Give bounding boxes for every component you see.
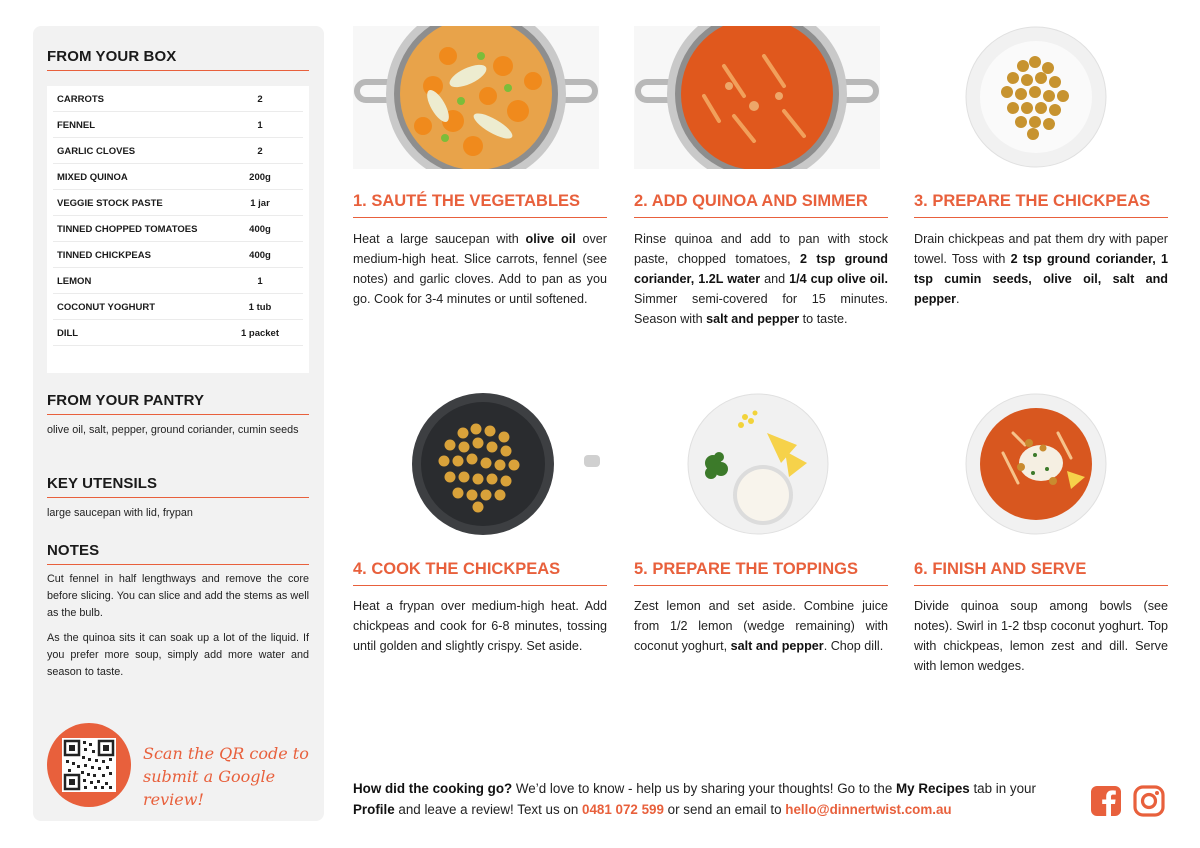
ingredients-sidebar bbox=[33, 26, 324, 821]
step-ingredient-emphasis: salt and pepper bbox=[730, 639, 824, 653]
ingredient-row bbox=[47, 86, 309, 112]
ingredient-qty: 1 jar bbox=[250, 197, 270, 209]
step-body bbox=[353, 229, 607, 309]
footer-emphasis: My Recipes bbox=[896, 781, 970, 796]
step-ingredient-emphasis: salt and pepper bbox=[706, 312, 800, 326]
ingredient-qty: 2 bbox=[257, 145, 263, 157]
ingredient-name: LEMON bbox=[57, 275, 92, 287]
ingredient-qty: 1 bbox=[257, 119, 263, 131]
qr-caption-line: Scan the QR code to bbox=[143, 744, 309, 763]
ingredient-row bbox=[47, 112, 309, 138]
notes-paragraph: As the quinoa sits it can soak up a lot of the liquid. If you prefer more soup, simply add more water and season to taste. bbox=[47, 632, 309, 678]
ingredient-name: TINNED CHOPPED TOMATOES bbox=[57, 223, 198, 235]
step-text: . bbox=[956, 292, 960, 306]
step-text: over medium-high heat. Slice carrots, fennel (see notes) and garlic cloves. Add to pan as you go. Cook for 3-4 minutes or until softened. bbox=[353, 232, 607, 306]
ingredient-row bbox=[47, 294, 309, 320]
ingredient-row bbox=[47, 138, 309, 164]
footer-contact-link[interactable]: 0481 072 599 bbox=[582, 802, 664, 817]
step-text: . Chop dill. bbox=[823, 639, 884, 653]
step-text: Heat a large saucepan with bbox=[353, 232, 526, 246]
quinoa-simmer-photo bbox=[634, 26, 880, 169]
step-text: Heat a frypan over medium-high heat. Add chickpeas and cook for 6-8 minutes, tossing until golden and slightly crispy. Set aside. bbox=[353, 599, 607, 653]
utensils-text: large saucepan with lid, frypan bbox=[47, 507, 193, 519]
ingredient-qty: 1 bbox=[257, 275, 263, 287]
ingredient-name: VEGGIE STOCK PASTE bbox=[57, 197, 163, 209]
ingredient-row bbox=[47, 242, 309, 268]
notes-heading: NOTES bbox=[47, 542, 309, 565]
ingredient-qty: 1 packet bbox=[240, 327, 280, 339]
ingredient-qty: 1 tub bbox=[248, 301, 272, 313]
step-title: 4. COOK THE CHICKPEAS bbox=[353, 560, 607, 586]
prepare-toppings-photo bbox=[685, 393, 831, 536]
ingredient-qty: 400g bbox=[249, 249, 271, 261]
qr-badge bbox=[47, 723, 131, 807]
step-body bbox=[353, 596, 607, 656]
from-your-box-heading: FROM YOUR BOX bbox=[47, 48, 309, 71]
footer-text: We’d love to know - help us by sharing your thoughts! Go to the bbox=[512, 781, 897, 796]
pantry-text: olive oil, salt, pepper, ground coriander, cumin seeds bbox=[47, 424, 299, 436]
ingredient-row bbox=[47, 268, 309, 294]
step-body bbox=[914, 596, 1168, 676]
footer-text: and leave a review! Text us on bbox=[394, 802, 583, 817]
notes-paragraph: Cut fennel in half lengthways and remove the core before slicing. You can slice and add the stems as well as the bulb. bbox=[47, 573, 309, 619]
step-text: Rinse quinoa and add to pan with stock paste, chopped tomatoes, bbox=[634, 232, 888, 266]
footer-emphasis: How did the cooking go? bbox=[353, 781, 513, 796]
ingredient-name: CARROTS bbox=[57, 93, 104, 105]
step-text: and bbox=[760, 272, 790, 286]
ingredient-name: GARLIC CLOVES bbox=[57, 145, 136, 157]
ingredients-table bbox=[47, 86, 309, 373]
qr-code-icon[interactable] bbox=[62, 738, 116, 792]
from-your-pantry-heading: FROM YOUR PANTRY bbox=[47, 392, 309, 415]
instagram-icon[interactable] bbox=[1133, 785, 1165, 817]
step-ingredient-emphasis: 2 tsp ground coriander, 1 tsp cumin seeds, olive oil, salt and pepper bbox=[914, 252, 1168, 306]
step-body bbox=[634, 229, 888, 329]
finish-serve-photo bbox=[963, 393, 1109, 536]
step-text: Simmer semi-covered for 15 minutes. Season with bbox=[634, 292, 888, 326]
ingredient-row bbox=[47, 190, 309, 216]
step-text: to taste. bbox=[799, 312, 848, 326]
cook-chickpeas-photo bbox=[388, 393, 602, 536]
step-body bbox=[634, 596, 888, 656]
key-utensils-heading: KEY UTENSILS bbox=[47, 475, 309, 498]
step-title: 1. SAUTÉ THE VEGETABLES bbox=[353, 192, 607, 218]
step-ingredient-emphasis: 1/4 cup olive oil. bbox=[789, 272, 888, 286]
ingredient-row bbox=[47, 216, 309, 242]
ingredient-row bbox=[47, 164, 309, 190]
step-title: 2. ADD QUINOA AND SIMMER bbox=[634, 192, 888, 218]
ingredient-name: TINNED CHICKPEAS bbox=[57, 249, 151, 261]
ingredient-qty: 400g bbox=[249, 223, 271, 235]
ingredient-qty: 200g bbox=[249, 171, 271, 183]
ingredient-name: MIXED QUINOA bbox=[57, 171, 128, 183]
prepare-chickpeas-photo bbox=[963, 26, 1109, 169]
step-title: 3. PREPARE THE CHICKPEAS bbox=[914, 192, 1168, 218]
step-title: 5. PREPARE THE TOPPINGS bbox=[634, 560, 888, 586]
step-ingredient-emphasis: olive oil bbox=[525, 232, 576, 246]
facebook-icon[interactable] bbox=[1090, 785, 1122, 817]
step-text: Divide quinoa soup among bowls (see notes). Swirl in 1-2 tbsp coconut yoghurt. Top with chickpeas, lemon zest and dill. Serve with lemon wedges. bbox=[914, 599, 1168, 673]
footer-emphasis: Profile bbox=[353, 802, 395, 817]
step-body bbox=[914, 229, 1168, 309]
ingredient-qty: 2 bbox=[257, 93, 263, 105]
step-title: 6. FINISH AND SERVE bbox=[914, 560, 1168, 586]
ingredient-name: FENNEL bbox=[57, 119, 95, 131]
footer-contact-link[interactable]: hello@dinnertwist.com.au bbox=[785, 802, 952, 817]
footer-text: tab in your bbox=[969, 781, 1036, 796]
footer-text: or send an email to bbox=[663, 802, 786, 817]
ingredient-name: COCONUT YOGHURT bbox=[57, 301, 155, 313]
ingredient-row bbox=[47, 320, 309, 346]
step-text: Drain chickpeas and pat them dry with paper towel. Toss with bbox=[914, 232, 1168, 266]
review-footer bbox=[353, 778, 1073, 820]
qr-caption bbox=[143, 742, 313, 811]
qr-caption-line: submit a Google review! bbox=[143, 767, 276, 809]
step-text: Zest lemon and set aside. Combine juice from 1/2 lemon (wedge remaining) with coconut yoghurt, bbox=[634, 599, 888, 653]
saute-vegetables-photo bbox=[353, 26, 599, 169]
step-ingredient-emphasis: 2 tsp ground coriander, 1.2L water bbox=[634, 252, 888, 286]
ingredient-name: DILL bbox=[57, 327, 79, 339]
